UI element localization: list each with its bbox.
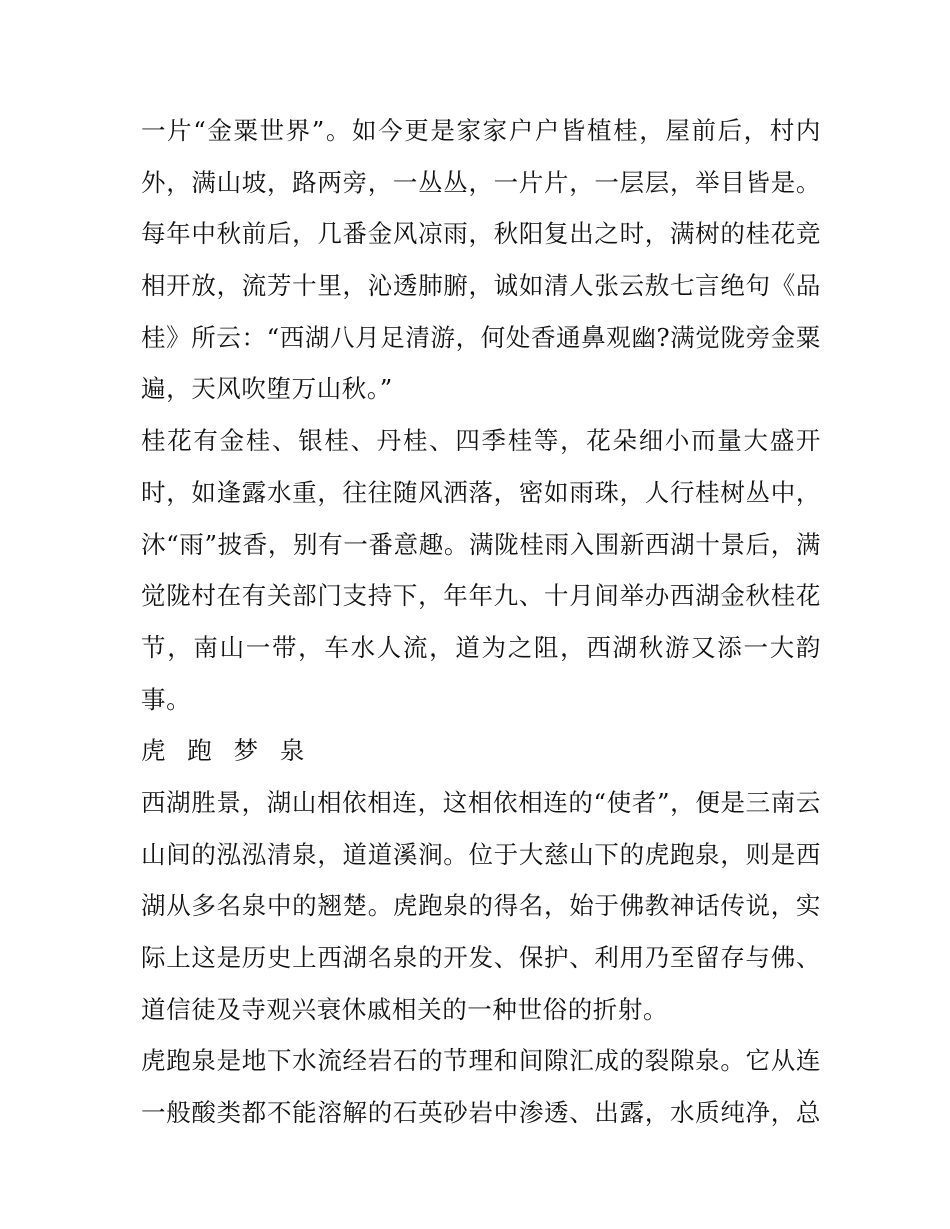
text-line: 事。	[141, 684, 192, 714]
text-line: 一片“金粟世界”。如今更是家家户户皆植桂，屋前后，村内	[141, 116, 821, 145]
paragraph	[141, 1035, 821, 1138]
text-line: 节，南山一带，车水人流，道为之阻，西湖秋游又添一大韵	[141, 632, 821, 662]
text-line: 沐“雨”披香，别有一番意趣。满陇桂雨入围新西湖十景后，满	[141, 529, 821, 559]
text-line: 时，如逢露水重，往往随风洒落，密如雨珠，人行桂树丛中，	[141, 477, 821, 507]
paragraph	[141, 105, 821, 415]
paragraph	[141, 777, 821, 1035]
text-line: 一般酸类都不能溶解的石英砂岩中渗透、出露，水质纯净，总	[141, 1098, 821, 1128]
text-line: 相开放，流芳十里，沁透肺腑，诚如清人张云敖七言绝句《品	[141, 271, 821, 301]
text-line: 外，满山坡，路两旁，一丛丛，一片片，一层层，举目皆是。	[141, 167, 821, 197]
section-heading: 虎 跑 梦 泉	[141, 736, 312, 766]
text-line: 桂花有金桂、银桂、丹桂、四季桂等，花朵细小而量大盛开	[141, 426, 821, 456]
text-line: 虎跑泉是地下水流经岩石的节理和间隙汇成的裂隙泉。它从连	[141, 1046, 821, 1076]
document-body	[141, 105, 821, 1139]
text-line: 桂》所云：“西湖八月足清游，何处香通鼻观幽?满觉陇旁金粟	[141, 322, 821, 352]
text-line: 山间的泓泓清泉，道道溪涧。位于大慈山下的虎跑泉，则是西	[141, 839, 821, 869]
paragraph	[141, 415, 821, 725]
text-line: 湖从多名泉中的翘楚。虎跑泉的得名，始于佛教神话传说，实	[141, 891, 821, 921]
text-line: 遍，天风吹堕万山秋。”	[141, 374, 393, 404]
text-line: 觉陇村在有关部门支持下，年年九、十月间举办西湖金秋桂花	[141, 581, 821, 611]
text-line: 道信徒及寺观兴衰休戚相关的一种世俗的折射。	[141, 994, 669, 1024]
text-line: 西湖胜景，湖山相依相连，这相依相连的“使者”，便是三南云	[141, 787, 821, 817]
text-line: 际上这是历史上西湖名泉的开发、保护、利用乃至留存与佛、	[141, 943, 821, 972]
text-line: 每年中秋前后，几番金风凉雨，秋阳复出之时，满树的桂花竞	[141, 219, 821, 249]
